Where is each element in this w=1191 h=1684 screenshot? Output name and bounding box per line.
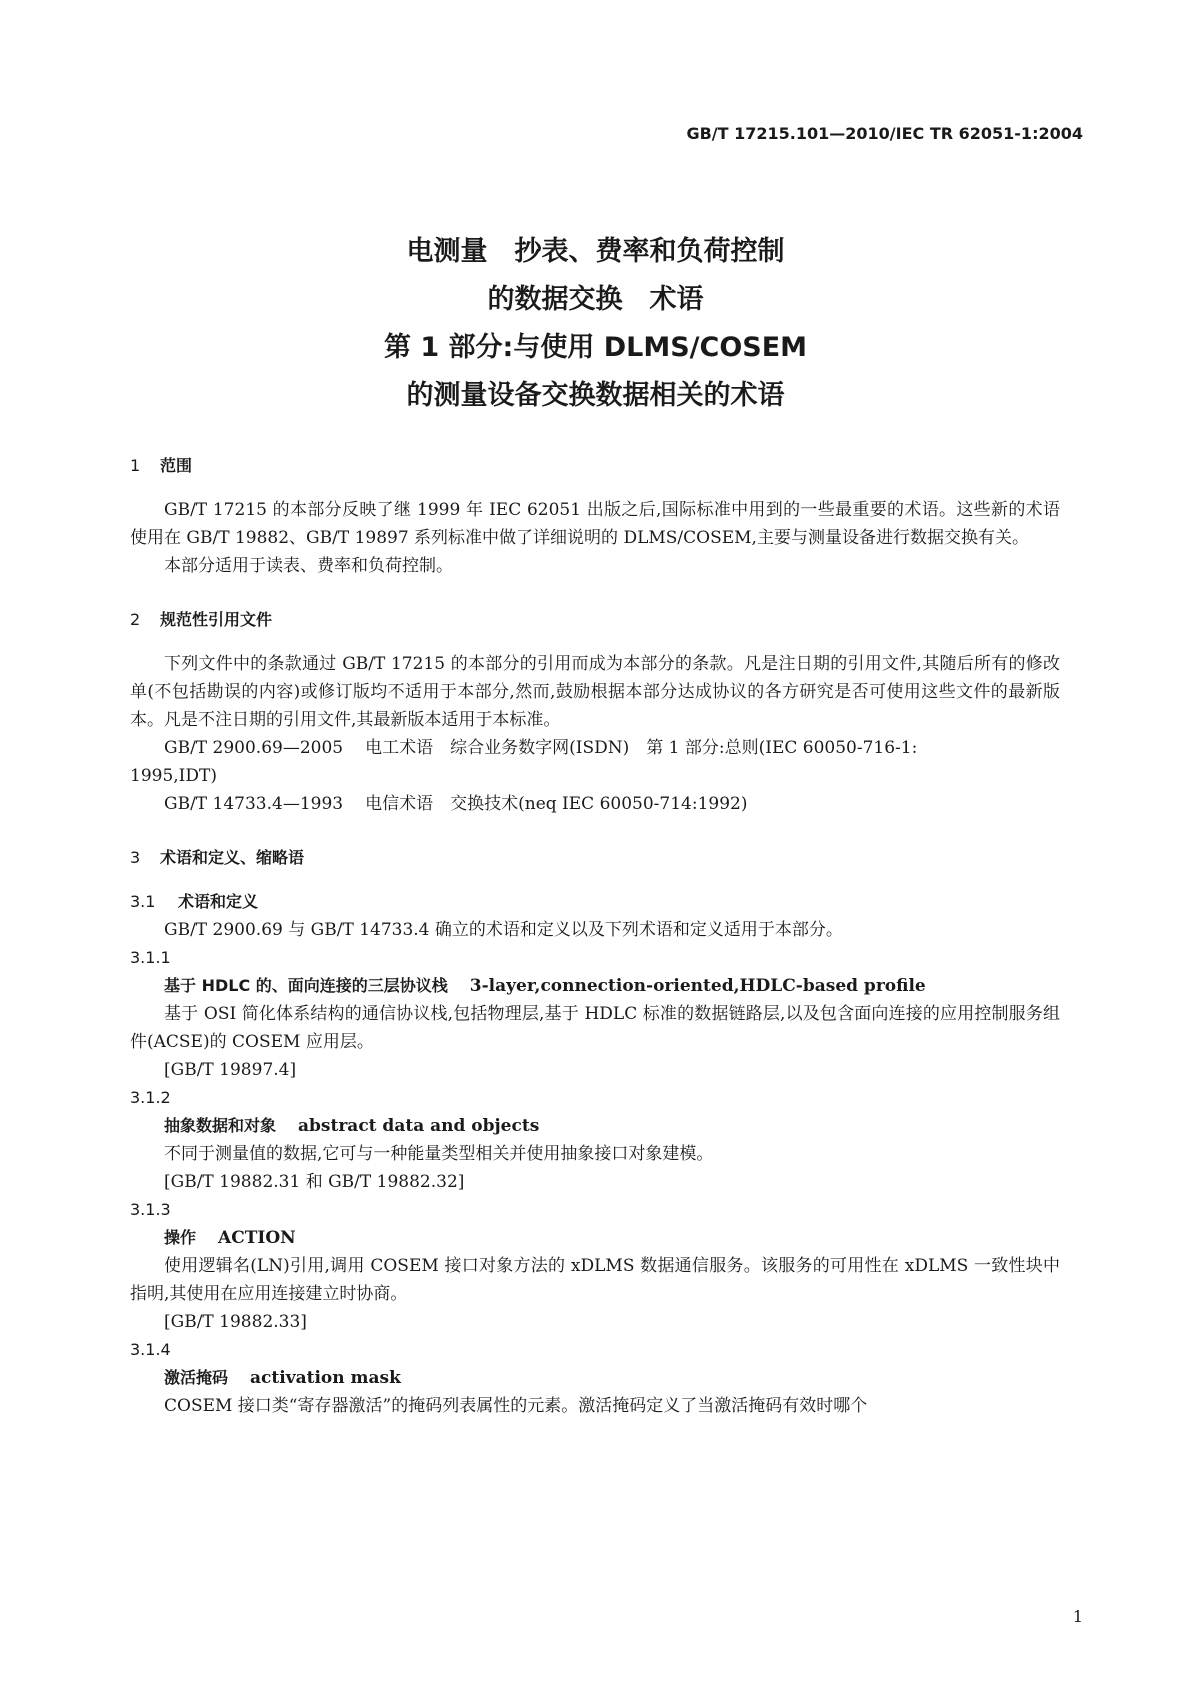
section-title: 规范性引用文件 xyxy=(160,610,273,629)
subsection-heading xyxy=(130,888,1060,916)
reference-item xyxy=(130,790,1060,818)
document-body xyxy=(130,452,1060,1420)
title-line-4: 的测量设备交换数据相关的术语 xyxy=(406,380,785,411)
term-number: 3.1.4 xyxy=(130,1340,171,1359)
title-line-1: 电测量 抄表、费率和负荷控制 xyxy=(406,236,785,267)
section-number: 3 xyxy=(130,848,141,867)
term-source: [GB/T 19882.31 和 GB/T 19882.32] xyxy=(164,1172,465,1192)
paragraph: 下列文件中的条款通过 GB/T 17215 的本部分的引用而成为本部分的条款。凡是注日期的引用文件,其随后所有的修改单(不包括勘误的内容)或修订版均不适用于本部分,然而,鼓励根据本部分达成协议的各方研究是否可使用这些文件的最新版本。凡是不注日期的引用文件,其最新版本适用于本标准。 xyxy=(130,654,1060,730)
term-number: 3.1.1 xyxy=(130,948,171,967)
term-english: abstract data and objects xyxy=(298,1116,540,1136)
paragraph: 本部分适用于读表、费率和负荷控制。 xyxy=(164,556,453,576)
subsection-number: 3.1 xyxy=(130,892,156,911)
reference-item xyxy=(130,734,1060,790)
reference-title: 电工术语 综合业务数字网(ISDN) 第 1 部分:总则(IEC 60050-716-1: xyxy=(365,738,918,758)
reference-code: GB/T 2900.69—2005 xyxy=(164,738,344,758)
term-definition: COSEM 接口类“寄存器激活”的掩码列表属性的元素。激活掩码定义了当激活掩码有效时哪个 xyxy=(164,1396,868,1416)
term-source: [GB/T 19897.4] xyxy=(164,1060,297,1080)
section-number: 1 xyxy=(130,456,141,475)
section-heading-normative-references xyxy=(130,606,1060,634)
term-source: [GB/T 19882.33] xyxy=(164,1312,307,1332)
reference-code: GB/T 14733.4—1993 xyxy=(164,794,344,814)
section-heading-scope xyxy=(130,452,1060,480)
paragraph: GB/T 2900.69 与 GB/T 14733.4 确立的术语和定义以及下列术语和定义适用于本部分。 xyxy=(164,920,843,940)
page-number: 1 xyxy=(1072,1607,1083,1626)
title-line-3: 第 1 部分:与使用 DLMS/COSEM xyxy=(383,332,808,363)
term-number: 3.1.2 xyxy=(130,1088,171,1107)
term-english: 3-layer,connection-oriented,HDLC-based profile xyxy=(469,976,926,996)
reference-title: 电信术语 交换技术(neq IEC 60050-714:1992) xyxy=(365,794,748,814)
term-definition: 使用逻辑名(LN)引用,调用 COSEM 接口对象方法的 xDLMS 数据通信服务。该服务的可用性在 xDLMS 一致性块中指明,其使用在应用连接建立时协商。 xyxy=(130,1256,1060,1304)
term-english: activation mask xyxy=(250,1368,401,1388)
term-definition: 基于 OSI 简化体系结构的通信协议栈,包括物理层,基于 HDLC 标准的数据链路层,以及包含面向连接的应用控制服务组件(ACSE)的 COSEM 应用层。 xyxy=(130,1004,1060,1052)
term-english: ACTION xyxy=(218,1228,296,1248)
standard-code: GB/T 17215.101—2010/IEC TR 62051-1:2004 xyxy=(686,124,1083,143)
term-entry xyxy=(130,1112,1060,1140)
term-chinese: 基于 HDLC 的、面向连接的三层协议栈 xyxy=(164,976,448,995)
section-title: 术语和定义、缩略语 xyxy=(160,848,305,867)
reference-title-cont: 1995,IDT) xyxy=(130,766,217,786)
term-chinese: 抽象数据和对象 xyxy=(164,1116,277,1135)
term-number: 3.1.3 xyxy=(130,1200,171,1219)
section-heading-terms xyxy=(130,844,1060,872)
subsection-title: 术语和定义 xyxy=(178,892,259,911)
section-title: 范围 xyxy=(160,456,193,475)
term-chinese: 激活掩码 xyxy=(164,1368,229,1387)
term-entry xyxy=(130,1364,1060,1392)
paragraph: GB/T 17215 的本部分反映了继 1999 年 IEC 62051 出版之后,国际标准中用到的一些最重要的术语。这些新的术语使用在 GB/T 19882、GB/T 19897 系列标准中做了详细说明的 DLMS/COSEM,主要与测量设备进行数据交换有关。 xyxy=(130,500,1060,548)
term-chinese: 操作 xyxy=(164,1228,197,1247)
document-title xyxy=(0,228,1191,420)
term-entry xyxy=(130,972,1060,1000)
title-line-2: 的数据交换 术语 xyxy=(487,284,704,315)
term-entry xyxy=(130,1224,1060,1252)
term-definition: 不同于测量值的数据,它可与一种能量类型相关并使用抽象接口对象建模。 xyxy=(164,1144,714,1164)
section-number: 2 xyxy=(130,610,141,629)
